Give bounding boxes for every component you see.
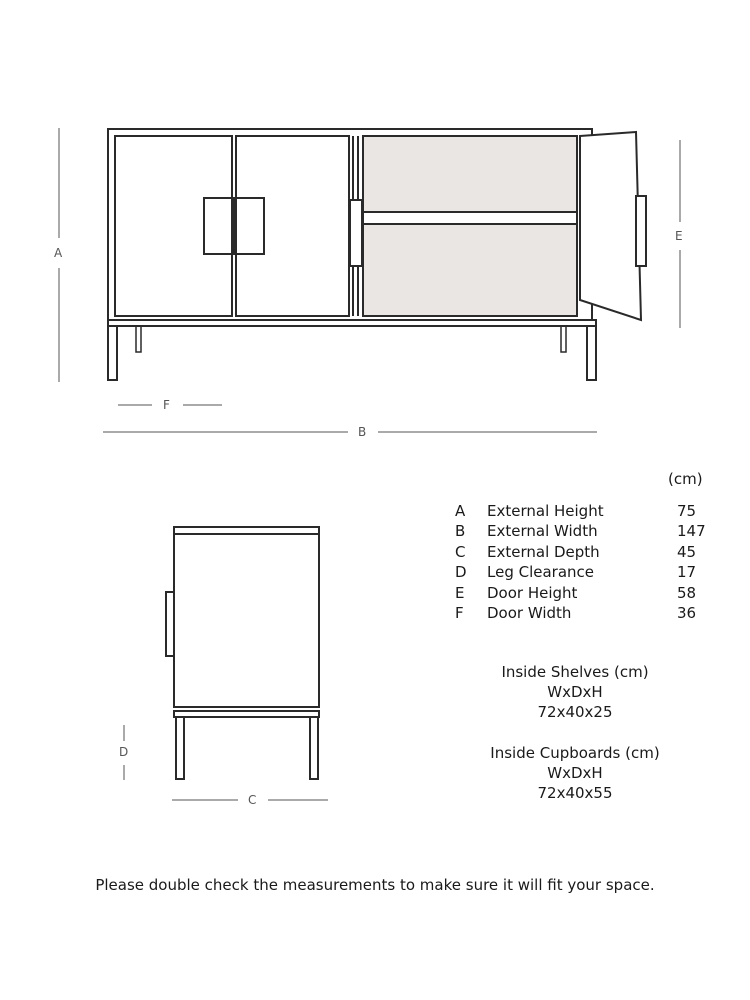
unit-label: (cm) (668, 470, 703, 488)
table-row (455, 521, 717, 541)
table-row (455, 501, 717, 521)
dimension-key: E (455, 583, 465, 602)
left-door-1 (115, 136, 232, 316)
dimension-label-f: F (163, 398, 170, 412)
table-row (455, 603, 717, 623)
open-door (580, 132, 641, 320)
dimension-name: External Height (487, 502, 604, 520)
dimension-label-b: B (358, 425, 367, 439)
side-leg-back (310, 717, 318, 779)
dimension-value: 17 (677, 563, 697, 582)
inside-cupboards-value: 72x40x55 (537, 784, 613, 802)
footer-note: Please double check the measurements to make sure it will fit your space. (95, 876, 655, 894)
leg-back-right (561, 326, 566, 352)
side-dimension-lines (124, 725, 328, 800)
inside-shelves-format: WxDxH (547, 683, 603, 701)
inside-cupboards-block (470, 743, 680, 803)
side-leg-front (176, 717, 184, 779)
side-base-rail (174, 711, 319, 717)
side-cabinet-body (174, 527, 319, 707)
dimension-value: 45 (677, 542, 697, 561)
dimension-name: Door Width (487, 604, 572, 623)
dimension-key: A (455, 502, 466, 520)
dimension-value: 147 (677, 522, 706, 541)
inside-shelf (363, 212, 577, 224)
dimension-name: Door Height (487, 583, 578, 602)
open-cupboard-interior (363, 136, 577, 316)
dimension-label-d: D (119, 745, 129, 759)
dimension-label-c: C (248, 793, 257, 807)
dimension-key: B (455, 522, 466, 541)
inside-cupboards-title: Inside Cupboards (cm) (490, 744, 660, 762)
inside-shelves-block (470, 662, 680, 722)
dimension-key: D (455, 563, 467, 582)
door-pull-center (350, 200, 362, 266)
dimension-value: 58 (677, 583, 697, 602)
dimension-name: External Width (487, 522, 598, 541)
side-view (166, 527, 319, 779)
dimension-key: C (455, 542, 466, 561)
table-row (455, 542, 717, 562)
dimension-name: External Depth (487, 542, 600, 561)
dimension-key: F (455, 604, 464, 623)
dimension-value: 36 (677, 604, 697, 623)
front-view (108, 129, 646, 380)
inside-shelves-value: 72x40x25 (537, 703, 613, 721)
dimension-label-e: E (675, 229, 683, 243)
leg-front-left (108, 326, 117, 380)
table-row (455, 562, 717, 582)
table-row (455, 583, 717, 603)
dimension-name: Leg Clearance (487, 563, 595, 582)
leg-front-right (587, 326, 596, 380)
leg-back-left (136, 326, 141, 352)
base-rail (108, 320, 596, 326)
door-pull-open (636, 196, 646, 266)
dimension-value: 75 (677, 502, 697, 520)
dimensions-table (455, 501, 717, 623)
inside-cupboards-format: WxDxH (547, 764, 603, 782)
left-door-2 (236, 136, 349, 316)
dimension-label-a: A (54, 246, 63, 260)
side-handle (166, 592, 174, 656)
inside-shelves-title: Inside Shelves (cm) (501, 663, 649, 681)
